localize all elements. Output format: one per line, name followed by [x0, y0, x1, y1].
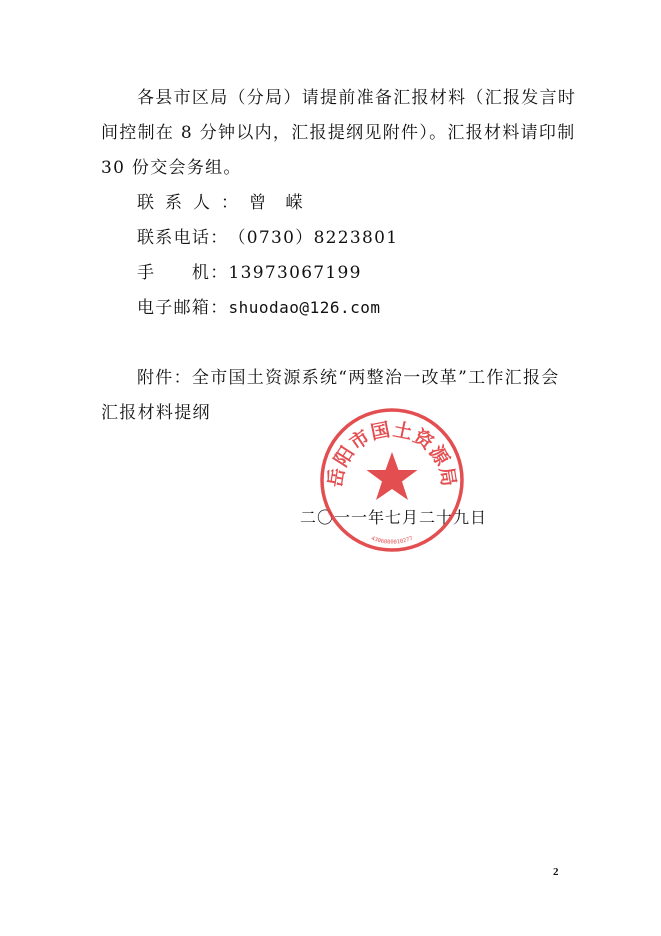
contact-phone-label: 联系电话： — [137, 228, 229, 248]
paragraph-line-1: 各县市区局（分局）请提前准备汇报材料（汇报发言时 — [137, 88, 577, 108]
seal-org-name: 岳阳市国土资源局 — [324, 418, 460, 489]
contact-mobile — [137, 262, 362, 284]
contact-person-label: 联系人： — [137, 193, 249, 213]
attachment-line-2: 汇报材料提纲 — [101, 403, 211, 423]
contact-mobile-label: 手 机： — [137, 263, 229, 283]
paragraph-line-3: 30 份交会务组。 — [101, 158, 242, 178]
seal-star-icon — [367, 452, 418, 500]
attachment-line-1: 附件：全市国土资源系统“两整治一改革”工作汇报会 — [137, 368, 560, 388]
contact-person-value: 曾 嵘 — [249, 193, 304, 213]
contact-phone — [137, 227, 398, 249]
official-seal — [318, 406, 466, 554]
contact-email-label: 电子邮箱： — [137, 298, 229, 318]
contact-phone-value: （0730）8223801 — [228, 228, 399, 248]
contact-email — [137, 297, 381, 319]
contact-mobile-value: 13973067199 — [228, 263, 362, 283]
contact-person — [137, 192, 304, 214]
contact-email-value: shuodao@126.com — [228, 298, 381, 317]
paragraph-line-2: 间控制在 8 分钟以内，汇报提纲见附件）。汇报材料请印制 — [101, 123, 576, 143]
document-date: 二〇一一年七月二十九日 — [300, 508, 488, 527]
page-number: 2 — [553, 866, 559, 878]
seal-code: 4306000010277 — [370, 535, 414, 546]
